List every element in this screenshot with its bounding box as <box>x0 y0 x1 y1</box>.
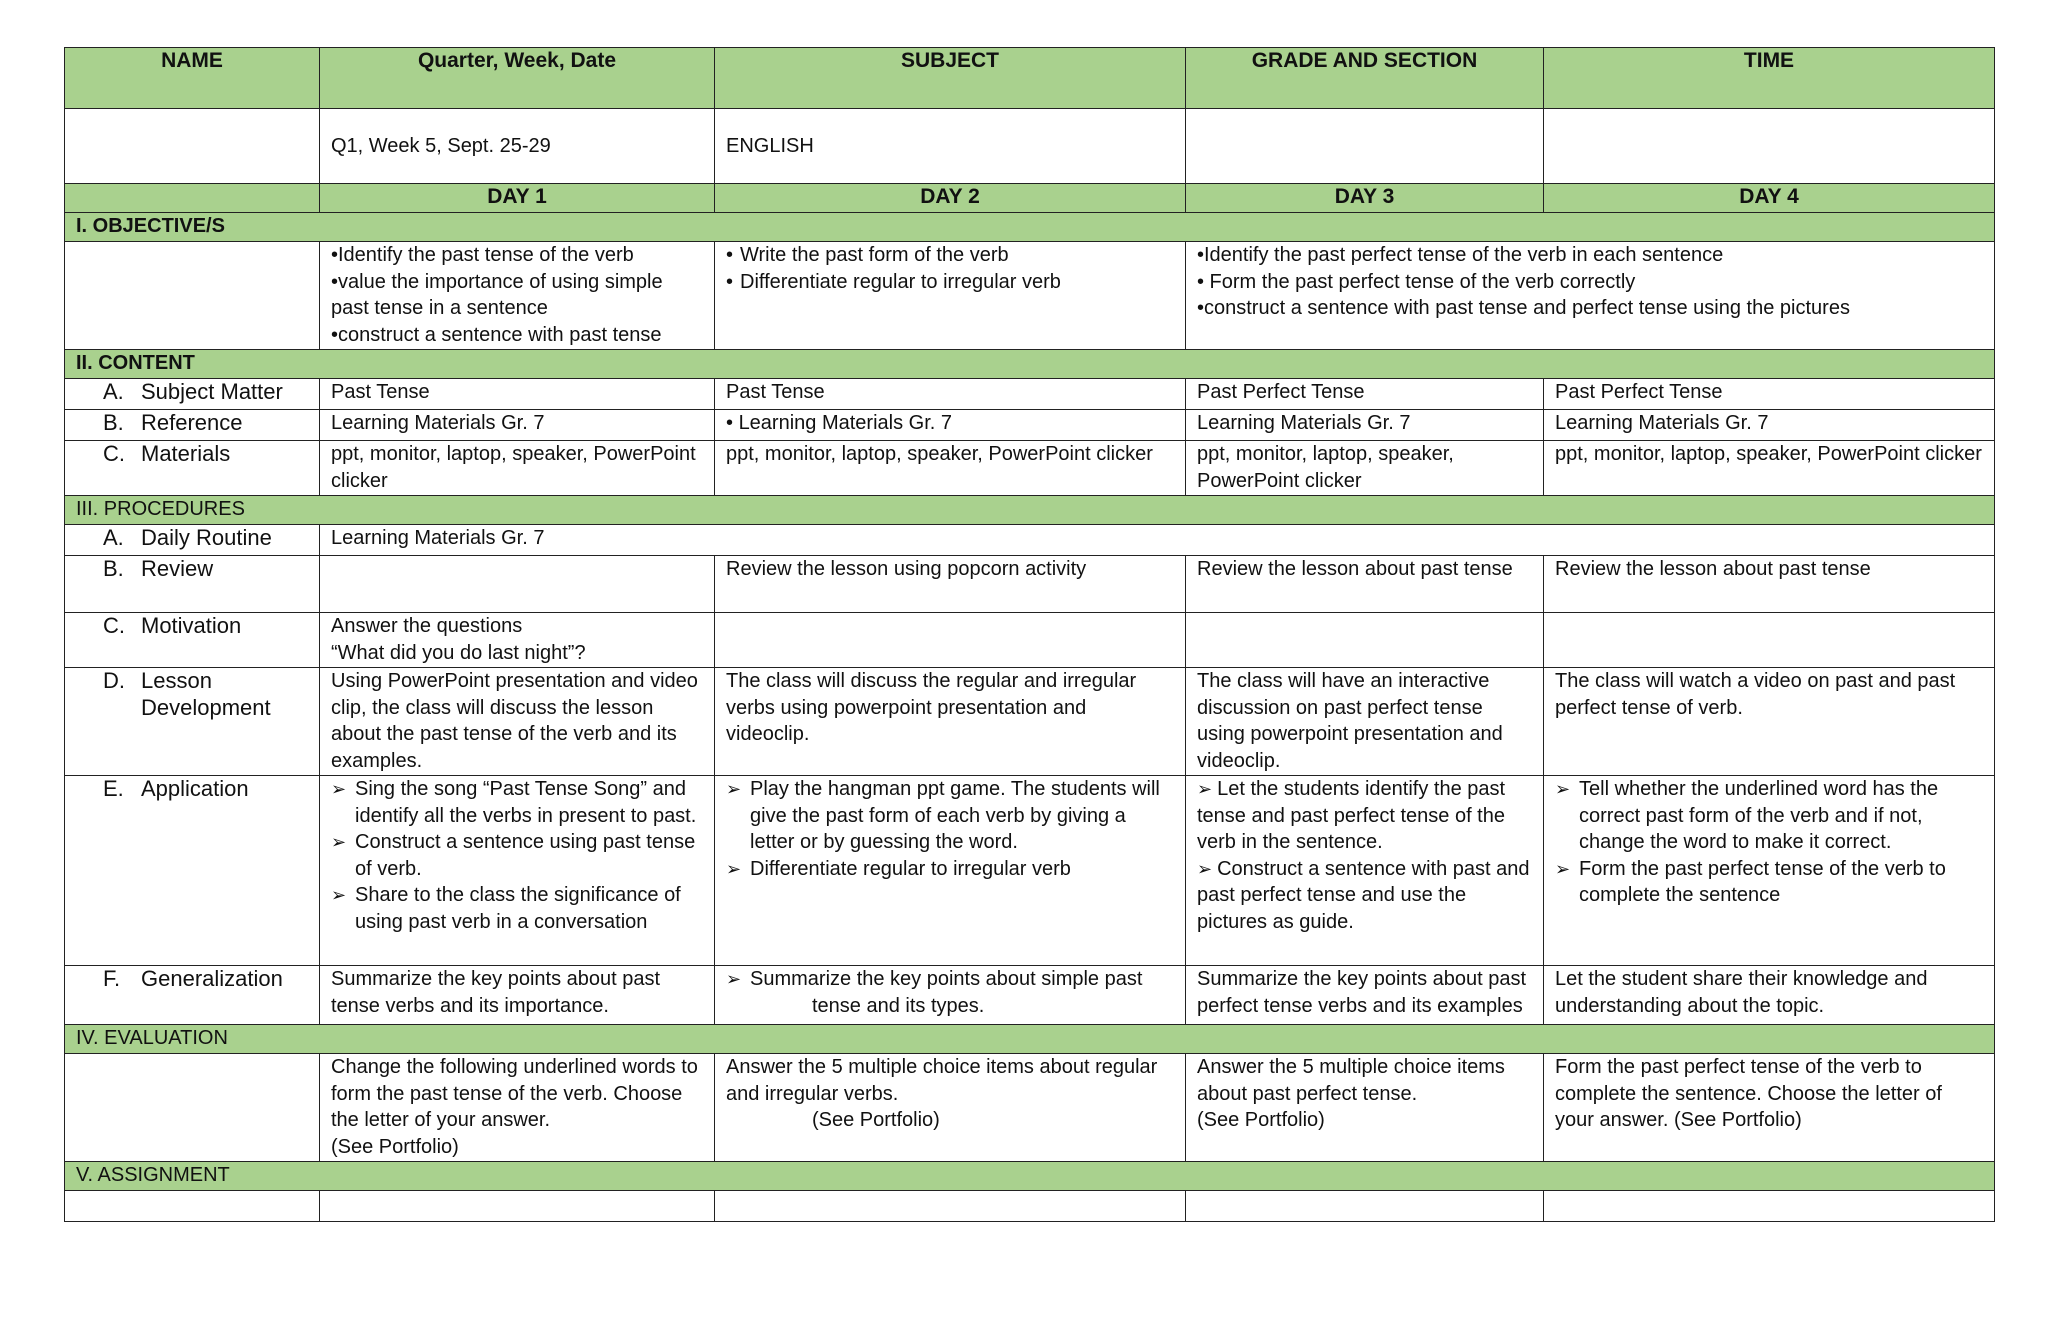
info-grade-section <box>1186 109 1544 184</box>
section-title: II. CONTENT <box>65 350 1995 379</box>
arrow-bullet-icon: ➢ <box>1197 858 1218 879</box>
cell <box>1544 776 1995 966</box>
day-header-row <box>65 184 1995 213</box>
cell: Learning Materials Gr. 7 <box>1186 410 1544 441</box>
list-item: ➢ Play the hangman ppt game. The students will give the past form of each verb by giving a letter or by guessing the word. <box>726 776 1174 856</box>
arrow-bullet-icon: ➢ <box>726 779 742 799</box>
cell: Review the lesson about past tense <box>1544 556 1995 613</box>
row-label: B. Review <box>65 556 320 613</box>
cell: ppt, monitor, laptop, speaker, PowerPoint clicker <box>320 441 715 496</box>
cell: Learning Materials Gr. 7 <box>1544 410 1995 441</box>
subject-matter-row <box>65 379 1995 410</box>
list-item: ➢ Construct a sentence with past and past perfect tense and use the pictures as guide. <box>1197 857 1530 933</box>
info-quarter-week-date: Q1, Week 5, Sept. 25-29 <box>320 109 715 184</box>
arrow-bullet-icon: ➢ <box>726 969 742 989</box>
day-1-header: DAY 1 <box>320 184 715 213</box>
objective-item: •construct a sentence with past tense and perfect tense using the pictures <box>1197 297 1850 319</box>
row-label: C. Motivation <box>65 613 320 668</box>
list-item: ➢ Differentiate regular to irregular verb <box>726 856 1174 883</box>
materials-row <box>65 441 1995 496</box>
cell: Let the student share their knowledge and understanding about the topic. <box>1544 966 1995 1025</box>
section-procedures <box>65 496 1995 525</box>
info-subject: ENGLISH <box>715 109 1186 184</box>
generalization-row <box>65 966 1995 1025</box>
objectives-row <box>65 242 1995 350</box>
objective-item: •construct a sentence with past tense <box>331 323 662 346</box>
cell: ➢ Summarize the key points about simple past tense and its types. <box>715 966 1186 1025</box>
arrow-bullet-icon: ➢ <box>331 885 347 905</box>
cell: Past Tense <box>320 379 715 410</box>
objective-item: •Identify the past tense of the verb <box>331 244 634 266</box>
header-row <box>65 48 1995 109</box>
arrow-bullet-icon: ➢ <box>331 779 347 799</box>
assignment-row <box>65 1191 1995 1222</box>
cell: The class will discuss the regular and irregular verbs using powerpoint presentation and videoclip. <box>715 668 1186 776</box>
motivation-row <box>65 613 1995 668</box>
cell: ppt, monitor, laptop, speaker, PowerPoint clicker <box>1186 441 1544 496</box>
objectives-day-1 <box>320 242 715 350</box>
row-label: F. Generalization <box>65 966 320 1025</box>
list-item: ➢ Construct a sentence using past tense of verb. <box>331 829 703 882</box>
row-label: A. Daily Routine <box>65 525 320 556</box>
info-row <box>65 109 1995 184</box>
cell: The class will watch a video on past and past perfect tense of verb. <box>1544 668 1995 776</box>
cell: The class will have an interactive discussion on past perfect tense using powerpoint presentation and videoclip. <box>1186 668 1544 776</box>
section-evaluation <box>65 1025 1995 1054</box>
reference-row <box>65 410 1995 441</box>
day-3-header: DAY 3 <box>1186 184 1544 213</box>
row-label: B. Reference <box>65 410 320 441</box>
header-grade-section: GRADE AND SECTION <box>1186 48 1544 109</box>
info-time <box>1544 109 1995 184</box>
objective-item: • Form the past perfect tense of the verb correctly <box>1197 270 1636 293</box>
arrow-bullet-icon: ➢ <box>726 858 742 879</box>
lesson-development-row <box>65 668 1995 776</box>
cell: Past Perfect Tense <box>1544 379 1995 410</box>
cell: Answer the 5 multiple choice items about past perfect tense. (See Portfolio) <box>1186 1054 1544 1162</box>
cell: Using PowerPoint presentation and video clip, the class will discuss the lesson about the past tense of the verb and its examples. <box>320 668 715 776</box>
cell: Learning Materials Gr. 7 <box>320 410 715 441</box>
cell <box>1186 776 1544 966</box>
objective-item: •Identify the past perfect tense of the verb in each sentence <box>1197 244 1724 266</box>
cell: Past Perfect Tense <box>1186 379 1544 410</box>
header-subject: SUBJECT <box>715 48 1186 109</box>
objective-item: • Differentiate regular to irregular verb <box>726 269 1174 296</box>
cell: Review the lesson about past tense <box>1186 556 1544 613</box>
bullet-icon: • <box>726 244 734 266</box>
cell: Form the past perfect tense of the verb to complete the sentence. Choose the letter of your answer. (See Portfolio) <box>1544 1054 1995 1162</box>
cell: Review the lesson using popcorn activity <box>715 556 1186 613</box>
cell: Past Tense <box>715 379 1186 410</box>
section-title: IV. EVALUATION <box>65 1025 1995 1054</box>
section-title: V. ASSIGNMENT <box>65 1162 1995 1191</box>
cell <box>320 556 715 613</box>
cell <box>320 776 715 966</box>
section-title: I. OBJECTIVE/S <box>65 213 1995 242</box>
day-2-header: DAY 2 <box>715 184 1186 213</box>
list-item: ➢ Form the past perfect tense of the verb to complete the sentence <box>1555 856 1983 909</box>
cell: • Learning Materials Gr. 7 <box>715 410 1186 441</box>
application-row <box>65 776 1995 966</box>
daily-routine-row <box>65 525 1995 556</box>
cell: Learning Materials Gr. 7 <box>320 525 1995 556</box>
review-row <box>65 556 1995 613</box>
list-item: ➢ Share to the class the significance of using past verb in a conversation <box>331 882 703 935</box>
list-item: ➢ Let the students identify the past tense and past perfect tense of the verb in the sentence. <box>1197 778 1506 853</box>
section-content <box>65 350 1995 379</box>
header-time: TIME <box>1544 48 1995 109</box>
cell: ppt, monitor, laptop, speaker, PowerPoint clicker <box>1544 441 1995 496</box>
arrow-bullet-icon: ➢ <box>1555 779 1571 799</box>
row-label: E. Application <box>65 776 320 966</box>
arrow-bullet-icon: ➢ <box>1555 858 1571 879</box>
cell: Summarize the key points about past tense verbs and its importance. <box>320 966 715 1025</box>
cell: Answer the 5 multiple choice items about regular and irregular verbs. (See Portfolio) <box>715 1054 1186 1162</box>
section-assignment <box>65 1162 1995 1191</box>
bullet-icon: • <box>726 412 739 434</box>
evaluation-row <box>65 1054 1995 1162</box>
bullet-icon: • <box>726 270 734 293</box>
cell: Answer the questions “What did you do last night”? <box>320 613 715 668</box>
arrow-bullet-icon: ➢ <box>1197 779 1218 799</box>
cell: Change the following underlined words to form the past tense of the verb. Choose the letter of your answer. (See Portfolio) <box>320 1054 715 1162</box>
info-name <box>65 109 320 184</box>
arrow-bullet-icon: ➢ <box>331 832 347 852</box>
header-name: NAME <box>65 48 320 109</box>
list-item: ➢ Tell whether the underlined word has the correct past form of the verb and if not, change the word to make it correct. <box>1555 776 1983 856</box>
day-4-header: DAY 4 <box>1544 184 1995 213</box>
header-quarter-week-date: Quarter, Week, Date <box>320 48 715 109</box>
cell <box>715 776 1186 966</box>
section-objectives <box>65 213 1995 242</box>
list-item: ➢ Sing the song “Past Tense Song” and identify all the verbs in present to past. <box>331 776 703 829</box>
row-label: D. Lesson Development <box>65 668 320 776</box>
cell: Summarize the key points about past perfect tense verbs and its examples <box>1186 966 1544 1025</box>
row-label: A. Subject Matter <box>65 379 320 410</box>
section-title: III. PROCEDURES <box>65 496 1995 525</box>
cell: ppt, monitor, laptop, speaker, PowerPoint clicker <box>715 441 1186 496</box>
objectives-day-2 <box>715 242 1186 350</box>
lesson-plan-table <box>64 47 1995 1222</box>
objective-item: •value the importance of using simple past tense in a sentence <box>331 270 663 319</box>
row-label: C. Materials <box>65 441 320 496</box>
objectives-day-3-4 <box>1186 242 1995 350</box>
objective-item: • Write the past form of the verb <box>726 242 1174 269</box>
